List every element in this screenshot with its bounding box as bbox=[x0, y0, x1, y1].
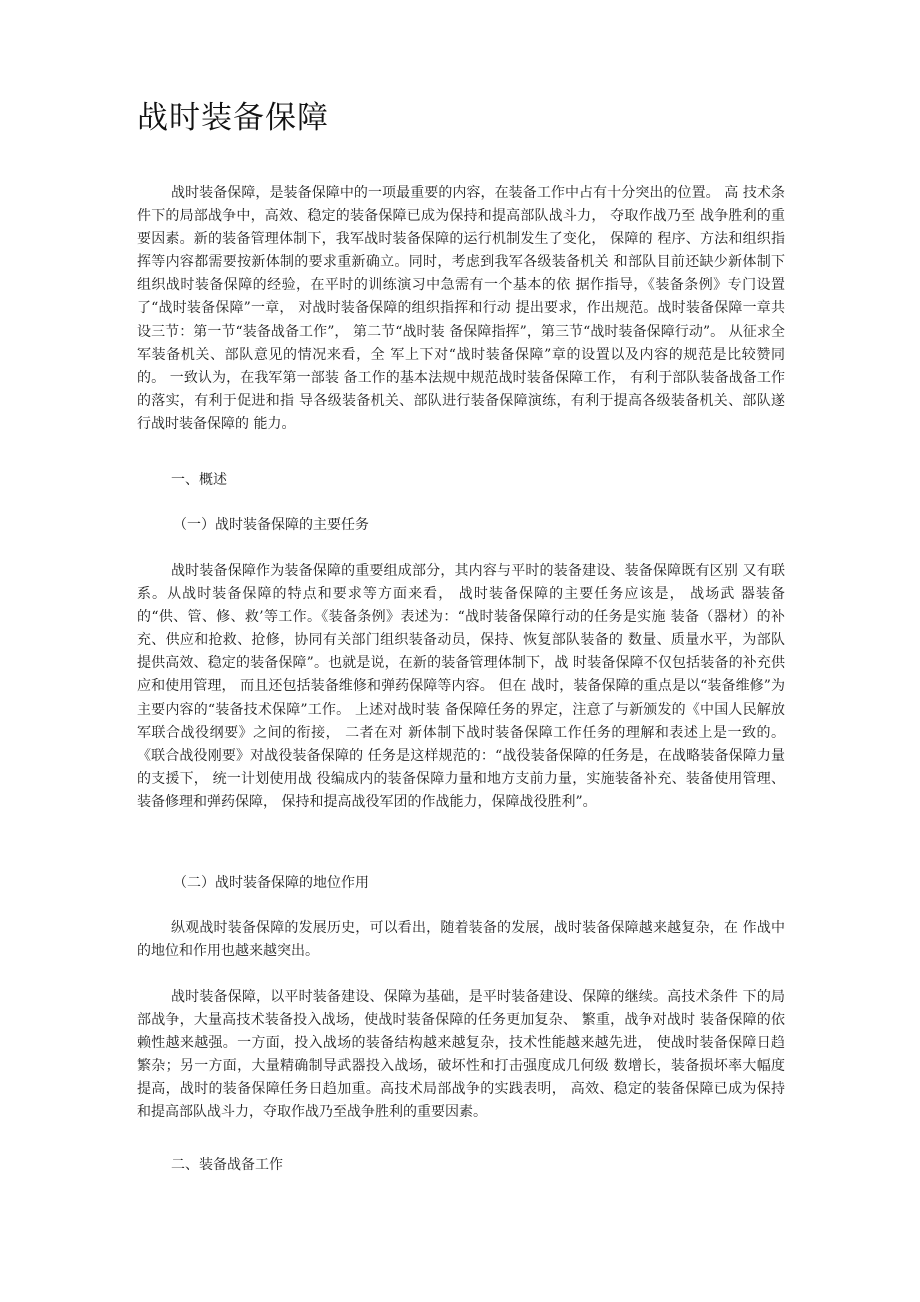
subsection-heading-role: （二）战时装备保障的地位作用 bbox=[173, 875, 369, 891]
intro-paragraph: 战时装备保障，是装备保障中的一项最重要的内容，在装备工作中占有十分突出的位置。 高 技术条件下的局部战争中，高效、稳定的装备保障已成为保持和提高部队战斗力， 夺取作战乃至 战争胜利的重要因素。新的装备管理体制下，我军战时装备保障的运行机制发生了变化， 保障的 程序、方法和组织指挥等内容都需要按新体制的要求重新确立。同时，考虑到我军各级装备机关 和部队目前还缺少新体制下组织战时装备保障的经验，在平时的训练演习中急需有一个基本的依 据作指导，《装备条例》专门设置了“战时装备保障”一章， 对战时装备保障的组织指挥和行动 提出要求，作出规范。战时装备保障一章共设三节：第一节“装备战备工作”， 第二节“战时装 备保障指挥”，第三节“战时装备保障行动”。 从征求全军装备机关、部队意见的情况来看，全 军上下对“战时装备保障”章的设置以及内容的规范是比较赞同的。 一致认为，在我军第一部装 备工作的基本法规中规范战时装备保障工作， 有利于部队装备战备工作的落实，有利于促进和指 导各级装备机关、部队进行装备保障演练，有利于提高各级装备机关、部队遂行战时装备保障的 能力。 bbox=[137, 185, 785, 432]
section-heading-overview: 一、概述 bbox=[171, 472, 227, 488]
main-tasks-paragraph: 战时装备保障作为装备保障的重要组成部分，其内容与平时的装备建设、装备保障既有区别 又有联系。从战时装备保障的特点和要求等方面来看， 战时装备保障的主要任务应该是， 战场武 器装备的“供、管、修、救’等工作。《装备条例》表述为：“战时装备保障行动的任务是实施 装备（器材）的补充、供应和抢救、抢修，协同有关部门组织装备动员，保持、恢复部队装备的 数量、质量水平，为部队提供高效、稳定的装备保障”。也就是说，在新的装备管理体制下，战 时装备保障不仅包括装备的补充供应和使用管理， 而且还包括装备维修和弹药保障等内容。 但在 战时，装备保障的重点是以“装备维修”为主要内容的“装备技术保障”工作。 上述对战时装 备保障任务的界定，注意了与新颁发的《中国人民解放军联合战役纲要》之间的衔接， 二者在对 新体制下战时装备保障工作任务的理解和表述上是一致的。 《联合战役刚要》对战役装备保障的 任务是这样规范的：“战役装备保障的任务是，在战略装备保障力量的支援下， 统一计划使用战 役编成内的装备保障力量和地方支前力量，实施装备补充、装备使用管理、装备修理和弹药保障， 保持和提高战役军团的作战能力，保障战役胜利”。 bbox=[137, 563, 785, 810]
document-title: 战时装备保障 bbox=[137, 100, 329, 136]
role-paragraph-1: 纵观战时装备保障的发展历史，可以看出，随着装备的发展，战时装备保障越来越复杂，在 作战中的地位和作用也越来越突出。 bbox=[137, 920, 785, 960]
role-paragraph-2: 战时装备保障，以平时装备建设、保障为基础，是平时装备建设、保障的继续。高技术条件 下的局部战争，大量高技术装备投入战场，使战时装备保障的任务更加复杂、 繁重，战争对战时 装备保障的依赖性越来越强。一方面，投入战场的装备结构越来越复杂，技术性能越来越先进， 使战时装备保障日趋繁杂；另一方面，大量精确制导武器投入战场，破坏性和打击强度成几何级 数增长，装备损坏率大幅度提高，战时的装备保障任务日趋加重。高技术局部战争的实践表明， 高效、稳定的装备保障已成为保持和提高部队战斗力，夺取作战乃至战争胜利的重要因素。 bbox=[137, 989, 785, 1121]
subsection-heading-main-tasks: （一）战时装备保障的主要任务 bbox=[173, 517, 369, 533]
section-heading-readiness: 二、装备战备工作 bbox=[171, 1157, 283, 1173]
